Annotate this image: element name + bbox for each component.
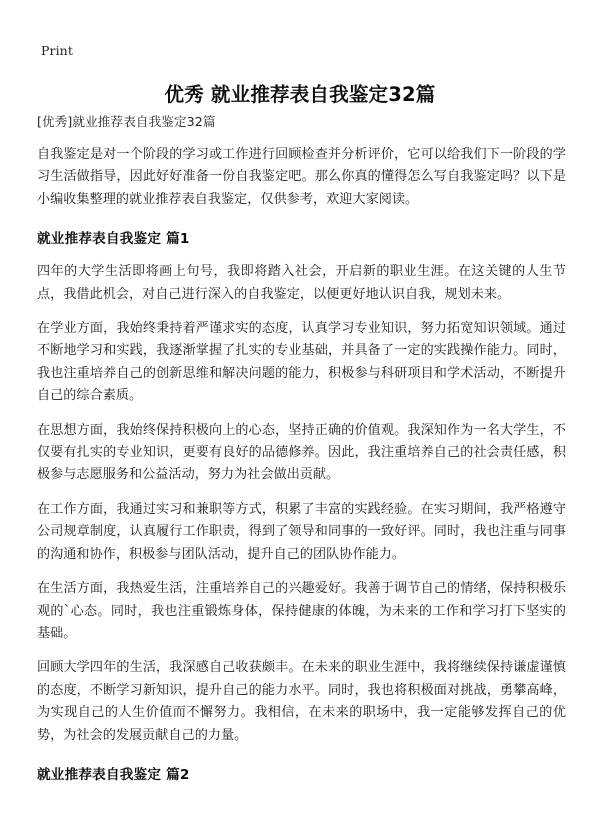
- intro-paragraph: 自我鉴定是对一个阶段的学习或工作进行回顾检查并分析评价，它可以给我们下一阶段的学习生活做指导，因此好好准备一份自我鉴定吧。那么你真的懂得怎么写自我鉴定吗？以下是小编收集整理的就业推荐表自我鉴定，仅供参考，欢迎大家阅读。: [37, 147, 566, 207]
- section-1-paragraph-2: 在学业方面，我始终秉持着严谨求实的态度，认真学习专业知识，努力拓宽知识领域。通过不断地学习和实践，我逐渐掌握了扎实的专业基础，并具备了一定的实践操作能力。同时，我也注重培养自己的创新思维和解决问题的能力，积极参与科研项目和学术活动，不断提升自己的综合素质。: [37, 321, 566, 404]
- section-heading-1: 就业推荐表自我鉴定 篇1: [37, 231, 190, 248]
- section-1-paragraph-6: 回顾大学四年的生活，我深感自己收获颇丰。在未来的职业生涯中，我将继续保持谦虚谨慎的态度，不断学习新知识，提升自己的能力水平。同时，我也将积极面对挑战，勇攀高峰，为实现自己的人生价值而不懈努力。我相信，在未来的职场中，我一定能够发挥自己的优势，为社会的发展贡献自己的力量。: [37, 660, 566, 743]
- page-title: 优秀 就业推荐表自我鉴定32篇: [164, 83, 436, 107]
- section-1-paragraph-4: 在工作方面，我通过实习和兼职等方式，积累了丰富的实践经验。在实习期间，我严格遵守公司规章制度，认真履行工作职责，得到了领导和同事的一致好评。同时，我也注重与同事的沟通和协作，积极参与团队活动，提升自己的团队协作能力。: [37, 501, 566, 562]
- section-1-paragraph-5: 在生活方面，我热爱生活，注重培养自己的兴趣爱好。我善于调节自己的情绪，保持积极乐观的`心态。同时，我也注重锻炼身体，保持健康的体魄，为未来的工作和学习打下坚实的基础。: [37, 581, 566, 641]
- section-1-paragraph-1: 四年的大学生活即将画上句号，我即将踏入社会，开启新的职业生涯。在这关键的人生节点，我借此机会，对自己进行深入的自我鉴定，以便更好地认识自我，规划未来。: [37, 264, 566, 302]
- section-heading-2: 就业推荐表自我鉴定 篇2: [37, 766, 190, 783]
- print-link[interactable]: Print: [41, 42, 73, 58]
- print-bar: [41, 42, 73, 60]
- document-subtitle: [优秀]就业推荐表自我鉴定32篇: [37, 114, 216, 129]
- document-content: [37, 112, 566, 797]
- section-1-paragraph-3: 在思想方面，我始终保持积极向上的心态，坚持正确的价值观。我深知作为一名大学生，不仅要有扎实的专业知识，更要有良好的品德修养。因此，我注重培养自己的社会责任感，积极参与志愿服务和公益活动，努力为社会做出贡献。: [37, 422, 566, 483]
